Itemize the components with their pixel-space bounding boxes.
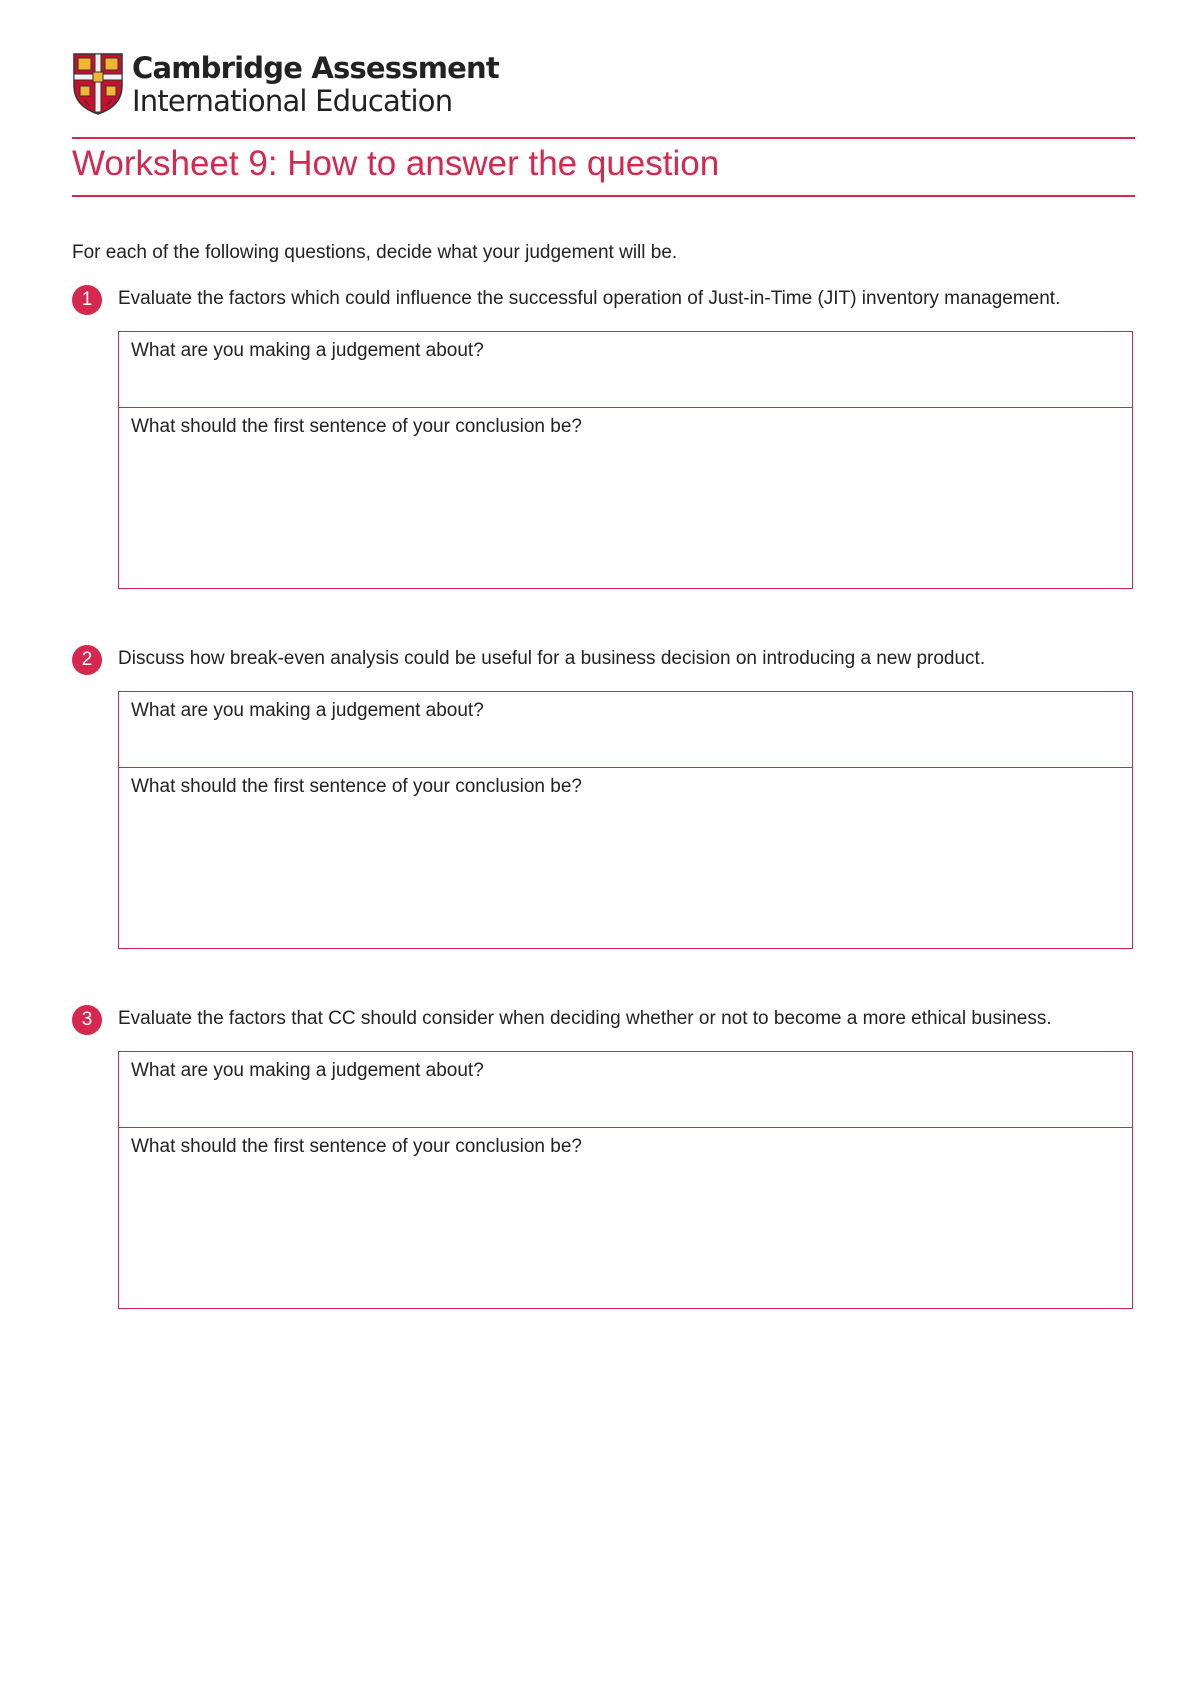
judgement-field[interactable] [119, 1052, 1132, 1128]
answer-box [118, 331, 1133, 589]
question-text: Discuss how break-even analysis could be useful for a business decision on introducing a new product. [118, 648, 986, 669]
conclusion-field[interactable] [119, 408, 1132, 588]
question-number-badge: 3 [72, 1005, 102, 1035]
question-header [72, 645, 1135, 675]
cambridge-logo [72, 52, 499, 116]
question-number-badge: 1 [72, 285, 102, 315]
answer-box [118, 1051, 1133, 1309]
answer-box [118, 691, 1133, 949]
conclusion-prompt: What should the first sentence of your conclusion be? [131, 776, 582, 797]
judgement-prompt: What are you making a judgement about? [131, 700, 484, 721]
conclusion-field[interactable] [119, 1128, 1132, 1308]
question-2 [72, 645, 1135, 797]
question-text: Evaluate the factors which could influence the successful operation of Just-in-Time (JIT) inventory management. [118, 288, 1061, 309]
question-text: Evaluate the factors that CC should consider when deciding whether or not to become a more ethical business. [118, 1008, 1052, 1029]
instructions: For each of the following questions, decide what your judgement will be. [72, 242, 678, 263]
title-rule-top [72, 137, 1135, 139]
question-1 [72, 285, 1135, 437]
judgement-prompt: What are you making a judgement about? [131, 1060, 484, 1081]
logo-line-1: Cambridge Assessment [132, 51, 499, 85]
university-crest-icon [72, 52, 124, 116]
judgement-field[interactable] [119, 692, 1132, 768]
page-title: Worksheet 9: How to answer the question [72, 144, 720, 183]
question-header [72, 285, 1135, 315]
logo-line-2: International Education [132, 84, 453, 118]
conclusion-field[interactable] [119, 768, 1132, 948]
conclusion-prompt: What should the first sentence of your conclusion be? [131, 1136, 582, 1157]
question-3 [72, 1005, 1135, 1157]
question-number-badge: 2 [72, 645, 102, 675]
judgement-prompt: What are you making a judgement about? [131, 340, 484, 361]
title-rule-bottom [72, 195, 1135, 197]
logo-wordmark [132, 52, 499, 116]
question-header [72, 1005, 1135, 1035]
judgement-field[interactable] [119, 332, 1132, 408]
conclusion-prompt: What should the first sentence of your conclusion be? [131, 416, 582, 437]
